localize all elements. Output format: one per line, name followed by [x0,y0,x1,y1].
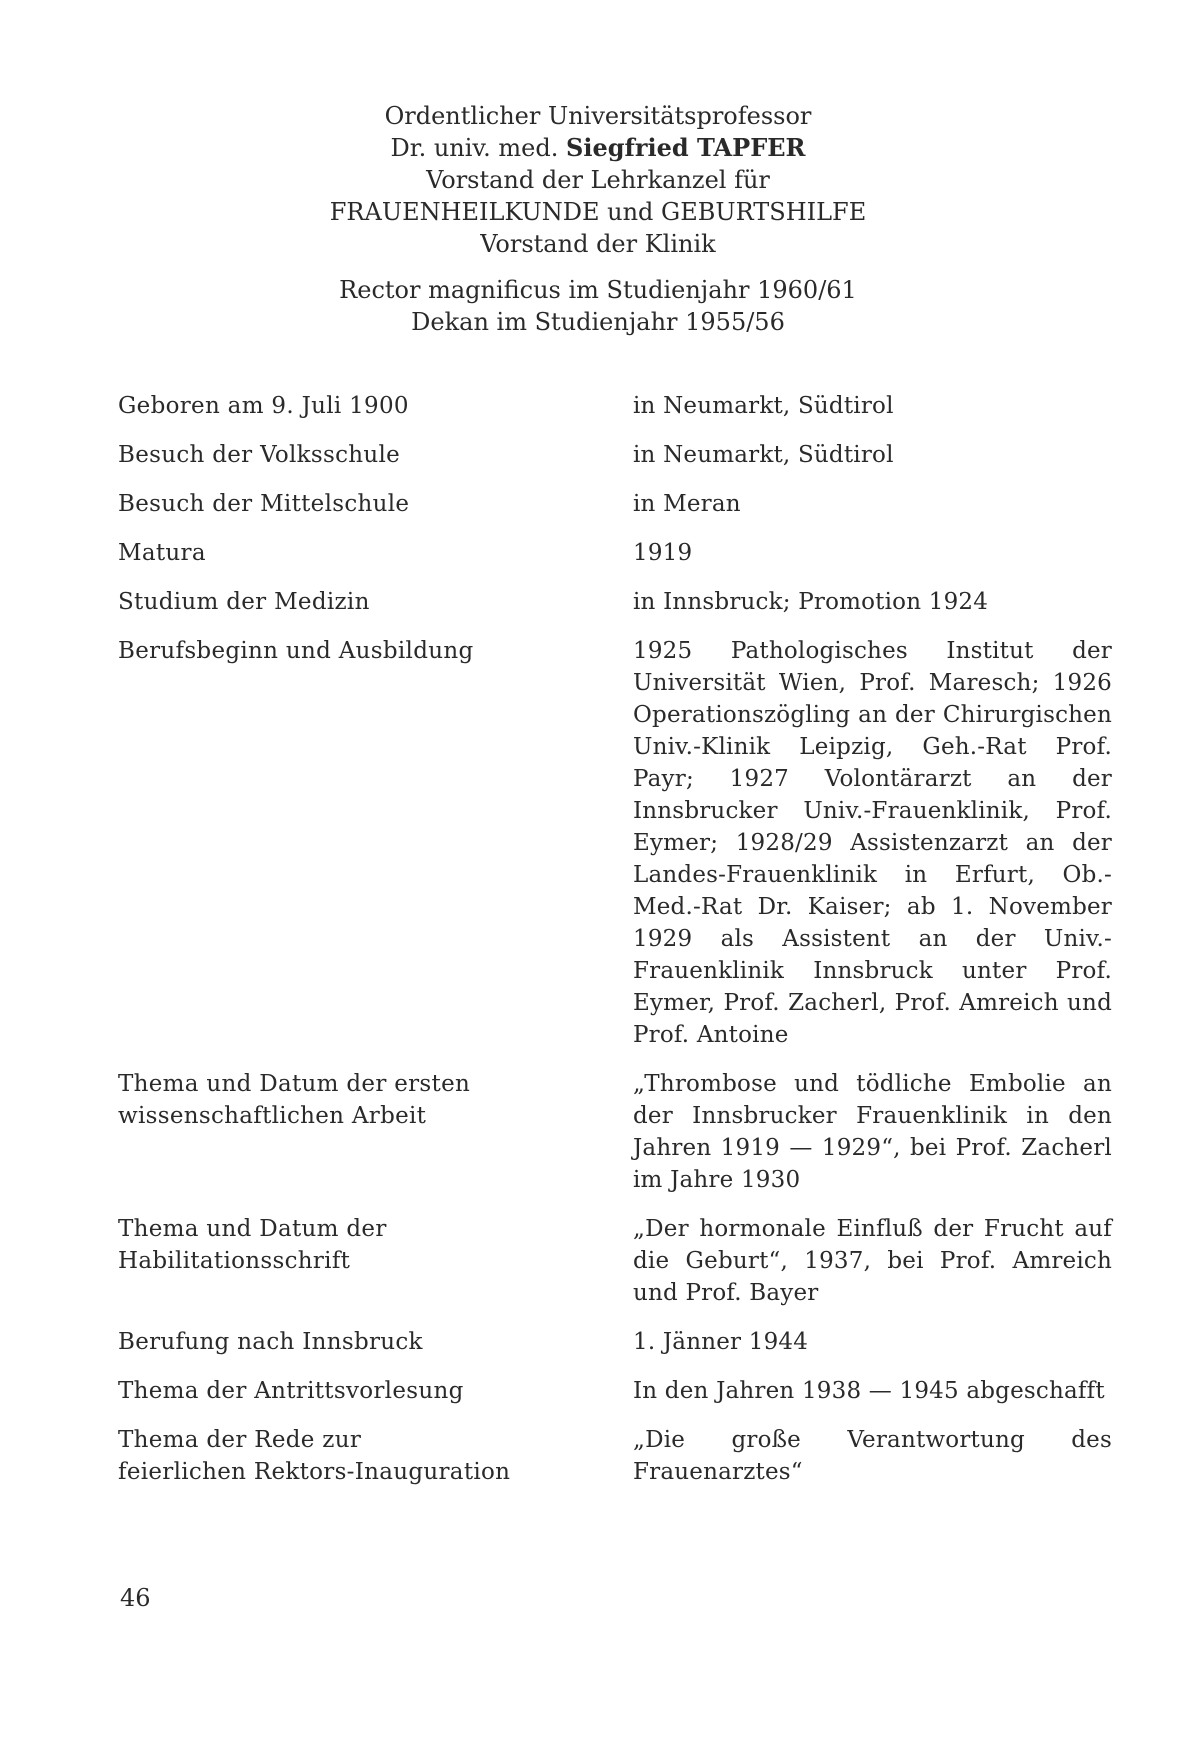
bio-value: in Meran [633,491,741,517]
header-chair-line: Vorstand der Lehrkanzel für [426,166,770,194]
bio-value: in Innsbruck; Promotion 1924 [633,589,989,615]
header-degree: Dr. univ. med. [390,134,559,162]
bio-row [118,1213,1112,1309]
bio-row [118,537,1112,569]
bio-label: Berufung nach Innsbruck [118,1329,423,1355]
bio-value: „Der hormonale Einfluß der Frucht auf die Geburt“, 1937, bei Prof. Amreich und Prof. Bayer [633,1216,1112,1306]
header-spacer [0,260,1196,274]
bio-label: Berufsbeginn und Ausbildung [118,638,474,664]
bio-label: Besuch der Volksschule [118,442,401,468]
header-field-line: FRAUENHEILKUNDE und GEBURTSHILFE [329,198,867,226]
bio-row [118,1326,1112,1358]
bio-row [118,586,1112,618]
header-dean-line: Dekan im Studienjahr 1955/56 [411,308,785,336]
bio-value: „Thrombose und tödliche Embolie an der Innsbrucker Frauenklinik in den Jahren 1919 — 1929“, bei Prof. Zacherl im Jahre 1930 [633,1071,1112,1193]
bio-label: Geboren am 9. Juli 1900 [118,393,409,419]
header-rector-line: Rector magnificus im Studienjahr 1960/61 [339,276,857,304]
header-person-name: Siegfried TAPFER [566,133,806,162]
bio-row [118,635,1112,1051]
bio-value: 1. Jänner 1944 [633,1329,809,1355]
bio-table [118,390,1112,1505]
bio-label: Thema der Rede zur feierlichen Rektors-Inauguration [118,1427,511,1485]
header-title-line: Ordentlicher Universitätsprofessor [384,102,812,130]
bio-row [118,1424,1112,1488]
bio-value: in Neumarkt, Südtirol [633,393,894,419]
bio-label: Thema und Datum der Habilitationsschrift [118,1216,387,1274]
bio-row [118,1375,1112,1407]
bio-value: In den Jahren 1938 — 1945 abgeschafft [633,1378,1105,1404]
header-block [0,100,1196,338]
bio-label: Thema und Datum der ersten wissenschaftlichen Arbeit [118,1071,471,1129]
bio-label: Studium der Medizin [118,589,370,615]
bio-value: in Neumarkt, Südtirol [633,442,894,468]
bio-row [118,1068,1112,1196]
header-clinic-line: Vorstand der Klinik [480,230,716,258]
bio-row [118,439,1112,471]
bio-row [118,488,1112,520]
bio-label: Thema der Antrittsvorlesung [118,1378,464,1404]
bio-value: „Die große Verantwortung des Frauenarztes“ [633,1427,1112,1485]
bio-label: Besuch der Mittelschule [118,491,410,517]
header-name-line [0,132,1196,164]
bio-value: 1925 Pathologisches Institut der Universität Wien, Prof. Maresch; 1926 Operationszögling an der Chirurgischen Univ.-Klinik Leipzig, Geh.-Rat Prof. Payr; 1927 Volontärarzt an der Innsbrucker Univ.-Frauenklinik, Prof. Eymer; 1928/29 Assistenzarzt an der Landes-Frauenklinik in Erfurt, Ob.-Med.-Rat Dr. Kaiser; ab 1. November 1929 als Assistent an der Univ.-Frauenklinik Innsbruck unter Prof. Eymer, Prof. Zacherl, Prof. Amreich und Prof. Antoine [633,638,1112,1048]
page-number: 46 [120,1584,151,1612]
bio-row [118,390,1112,422]
bio-value: 1919 [633,540,693,566]
bio-label: Matura [118,540,206,566]
